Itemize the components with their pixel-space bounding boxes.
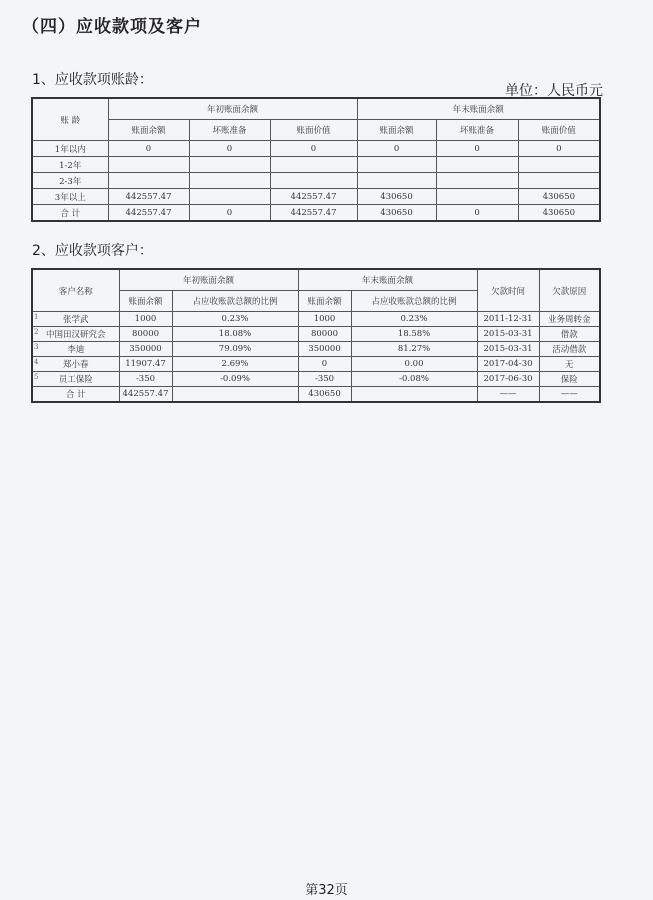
customer-name-cell	[32, 357, 119, 372]
aging-col-header: 坏账准备	[189, 120, 270, 141]
customer-row	[32, 372, 600, 387]
customer-name: 张学武	[62, 315, 89, 325]
customers-group-begin: 年初账面余额	[119, 269, 298, 291]
customers-col-name: 客户名称	[32, 269, 119, 312]
customers-sub-header: 占应收账款总额的比例	[172, 291, 298, 312]
aging-row	[32, 157, 600, 173]
end-ratio: 0.23%	[351, 312, 477, 327]
aging-row	[32, 173, 600, 189]
customers-group-end: 年末账面余额	[298, 269, 477, 291]
aging-cell	[108, 173, 189, 189]
debt-time: 2017-06-30	[477, 372, 539, 387]
begin-amount: 80000	[119, 327, 172, 342]
customer-name-cell	[32, 372, 119, 387]
customers-col-reason: 欠款原因	[539, 269, 600, 312]
aging-cell: 442557.47	[270, 205, 357, 222]
begin-ratio: 79.09%	[172, 342, 298, 357]
aging-col-label: 账 龄	[32, 98, 108, 141]
debt-time: 2015-03-31	[477, 327, 539, 342]
end-ratio: -0.08%	[351, 372, 477, 387]
end-ratio: 81.27%	[351, 342, 477, 357]
aging-cell	[108, 157, 189, 173]
aging-cell: 0	[189, 141, 270, 157]
aging-row-label: 3年以上	[32, 189, 108, 205]
page-number: 第32页	[305, 883, 348, 898]
aging-cell	[436, 173, 518, 189]
aging-cell	[189, 189, 270, 205]
end-ratio: 18.58%	[351, 327, 477, 342]
begin-ratio: 2.69%	[172, 357, 298, 372]
aging-col-header: 账面余额	[108, 120, 189, 141]
aging-cell	[270, 157, 357, 173]
end-amount: 1000	[298, 312, 351, 327]
end-amount: -350	[298, 372, 351, 387]
customers-subtitle: 2、应收款项客户：	[32, 243, 153, 259]
aging-row	[32, 141, 600, 157]
aging-cell	[270, 173, 357, 189]
aging-cell: 0	[357, 141, 436, 157]
aging-cell: 442557.47	[108, 205, 189, 222]
aging-row	[32, 189, 600, 205]
aging-row-label: 1年以内	[32, 141, 108, 157]
begin-amount: 350000	[119, 342, 172, 357]
begin-ratio: 0.23%	[172, 312, 298, 327]
begin-ratio: 18.08%	[172, 327, 298, 342]
customer-name: 员工保险	[58, 375, 93, 385]
aging-col-header: 账面余额	[357, 120, 436, 141]
begin-ratio: -0.09%	[172, 372, 298, 387]
aging-header-row	[32, 98, 600, 120]
aging-cell: 430650	[357, 205, 436, 222]
row-index: 3	[34, 343, 39, 351]
aging-col-header: 坏账准备	[436, 120, 518, 141]
end-amount: 80000	[298, 327, 351, 342]
debt-reason: 无	[539, 357, 600, 372]
debt-reason: 业务周转金	[539, 312, 600, 327]
customers-sub-header: 账面余额	[119, 291, 172, 312]
aging-cell: 442557.47	[108, 189, 189, 205]
currency-unit: 单位：人民币元	[505, 83, 603, 99]
customers-table	[31, 268, 601, 403]
begin-amount: 1000	[119, 312, 172, 327]
aging-group-begin: 年初账面余额	[108, 98, 357, 120]
aging-total-row	[32, 205, 600, 222]
customer-name-cell	[32, 327, 119, 342]
total-begin-ratio	[172, 387, 298, 403]
customer-name-cell	[32, 342, 119, 357]
total-label: 合 计	[32, 387, 119, 403]
section-title: （四）应收款项及客户	[22, 17, 202, 37]
aging-subtitle: 1、应收款项账龄：	[32, 72, 153, 88]
aging-cell: 0	[518, 141, 600, 157]
aging-col-header: 账面价值	[270, 120, 357, 141]
row-index: 4	[34, 358, 39, 366]
total-end-amount: 430650	[298, 387, 351, 403]
total-end-ratio	[351, 387, 477, 403]
debt-time: 2015-03-31	[477, 342, 539, 357]
aging-col-header: 账面价值	[518, 120, 600, 141]
debt-reason: 借款	[539, 327, 600, 342]
debt-time: 2011-12-31	[477, 312, 539, 327]
row-index: 1	[34, 313, 39, 321]
begin-amount: 11907.47	[119, 357, 172, 372]
customers-total-row	[32, 387, 600, 403]
customer-name: 李迪	[67, 345, 85, 355]
aging-cell	[189, 173, 270, 189]
aging-cell: 430650	[518, 205, 600, 222]
customers-header-row	[32, 269, 600, 291]
row-index: 2	[34, 328, 39, 336]
aging-cell: 430650	[357, 189, 436, 205]
total-reason: ——	[539, 387, 600, 403]
total-begin-amount: 442557.47	[119, 387, 172, 403]
customer-name: 中国田汉研究会	[45, 330, 106, 340]
aging-row-label: 1-2年	[32, 157, 108, 173]
aging-cell: 442557.47	[270, 189, 357, 205]
total-time: ——	[477, 387, 539, 403]
row-index: 5	[34, 373, 39, 381]
aging-cell: 0	[436, 141, 518, 157]
end-amount: 350000	[298, 342, 351, 357]
debt-time: 2017-04-30	[477, 357, 539, 372]
aging-cell	[357, 157, 436, 173]
end-amount: 0	[298, 357, 351, 372]
aging-cell	[436, 189, 518, 205]
customers-sub-header: 账面余额	[298, 291, 351, 312]
customer-row	[32, 342, 600, 357]
aging-row-label: 2-3年	[32, 173, 108, 189]
aging-table	[31, 97, 601, 222]
customer-name-cell	[32, 312, 119, 327]
aging-cell	[189, 157, 270, 173]
aging-cell	[518, 157, 600, 173]
aging-subheader-row	[32, 120, 600, 141]
aging-cell	[518, 173, 600, 189]
customer-row	[32, 312, 600, 327]
aging-cell: 430650	[518, 189, 600, 205]
debt-reason: 保险	[539, 372, 600, 387]
aging-cell: 0	[108, 141, 189, 157]
aging-cell: 0	[189, 205, 270, 222]
customers-col-time: 欠款时间	[477, 269, 539, 312]
end-ratio: 0.00	[351, 357, 477, 372]
begin-amount: -350	[119, 372, 172, 387]
debt-reason: 活动借款	[539, 342, 600, 357]
customer-row	[32, 327, 600, 342]
customer-name: 郑小春	[62, 360, 89, 370]
customers-sub-header: 占应收账款总额的比例	[351, 291, 477, 312]
customer-row	[32, 357, 600, 372]
aging-cell	[357, 173, 436, 189]
aging-cell: 0	[436, 205, 518, 222]
aging-cell	[436, 157, 518, 173]
aging-row-label: 合 计	[32, 205, 108, 222]
aging-cell: 0	[270, 141, 357, 157]
aging-group-end: 年末账面余额	[357, 98, 600, 120]
